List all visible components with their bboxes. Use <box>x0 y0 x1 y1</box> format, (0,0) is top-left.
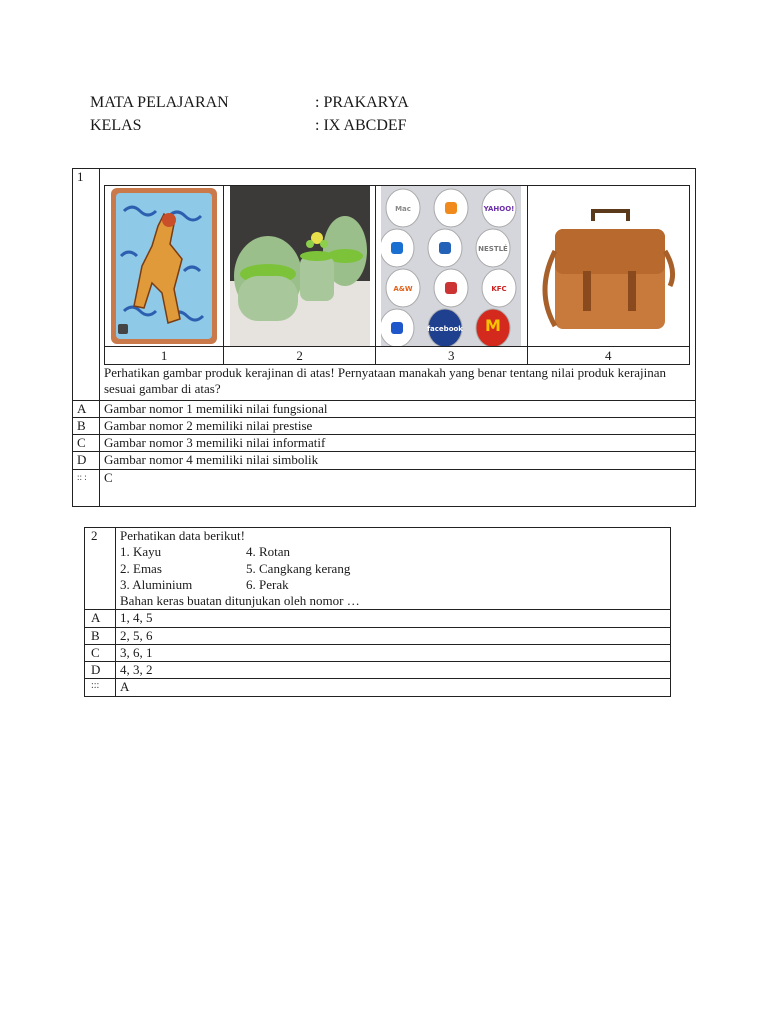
option-label: B <box>85 627 116 644</box>
data-item: 4. Rotan <box>246 544 291 560</box>
answer-row <box>73 469 696 506</box>
class-value: : IX ABCDEF <box>315 117 407 134</box>
question-1-body <box>100 169 696 401</box>
subject-row <box>90 94 409 112</box>
question-1-table <box>72 168 696 507</box>
data-list-row <box>120 561 666 577</box>
logo-button <box>381 309 414 346</box>
option-text: 3, 6, 1 <box>116 644 671 661</box>
image-grid <box>104 185 690 365</box>
image-cell-4 <box>527 186 689 347</box>
option-row <box>85 644 671 661</box>
image-cell-1 <box>105 186 224 347</box>
logo-button <box>476 229 510 267</box>
data-list <box>120 544 666 593</box>
data-item: 3. Aluminium <box>120 576 193 592</box>
logo-button <box>381 229 414 267</box>
image-number-4: 4 <box>527 347 689 365</box>
question-2-text: Bahan keras buatan ditunjukan oleh nomor … <box>120 593 360 608</box>
class-key: KELAS <box>90 117 142 134</box>
option-row <box>73 400 696 417</box>
image-cell-3 <box>375 186 527 347</box>
option-label: A <box>85 610 116 627</box>
svg-text:M: M <box>485 316 502 335</box>
answer-marker: :: : <box>73 469 100 506</box>
data-list-row <box>120 577 666 593</box>
class-row <box>90 117 407 135</box>
logo-button <box>434 189 468 227</box>
image-number-2: 2 <box>224 347 376 365</box>
option-text: Gambar nomor 2 memiliki nilai prestise <box>100 417 696 434</box>
option-text: Gambar nomor 3 memiliki nilai informatif <box>100 435 696 452</box>
option-row <box>85 627 671 644</box>
logo-button <box>386 189 420 227</box>
logo-button <box>482 189 516 227</box>
answer-row <box>85 679 671 696</box>
option-text: 4, 3, 2 <box>116 662 671 679</box>
option-row <box>85 610 671 627</box>
logo-button <box>386 269 420 307</box>
option-row <box>85 662 671 679</box>
option-text: Gambar nomor 1 memiliki nilai fungsional <box>100 400 696 417</box>
answer-marker: ::: <box>85 679 116 696</box>
svg-text:A&W: A&W <box>393 285 413 293</box>
image-number-1: 1 <box>105 347 224 365</box>
svg-text:facebook: facebook <box>427 325 464 333</box>
option-label: C <box>73 435 100 452</box>
logo-button <box>428 229 462 267</box>
option-row <box>73 435 696 452</box>
subject-key: MATA PELAJARAN <box>90 94 229 111</box>
logo-button <box>482 269 516 307</box>
svg-text:Mac: Mac <box>395 205 412 213</box>
brand-logo-buttons-image <box>381 186 521 346</box>
subject-value: : PRAKARYA <box>315 94 409 111</box>
image-cell-2 <box>224 186 376 347</box>
option-row <box>73 417 696 434</box>
data-list-row <box>120 544 666 560</box>
option-label: D <box>85 662 116 679</box>
answer-text: C <box>100 469 696 506</box>
leather-bag-image <box>533 191 683 341</box>
svg-text:YAHOO!: YAHOO! <box>483 205 515 213</box>
data-item: 5. Cangkang kerang <box>246 560 351 576</box>
data-item: 2. Emas <box>120 560 162 576</box>
question-2-body <box>116 528 671 610</box>
svg-text:KFC: KFC <box>491 285 507 293</box>
option-text: Gambar nomor 4 memiliki nilai simbolik <box>100 452 696 469</box>
svg-text:NESTLÉ: NESTLÉ <box>478 245 509 253</box>
data-item: 1. Kayu <box>120 544 162 560</box>
option-text: 1, 4, 5 <box>116 610 671 627</box>
question-number: 1 <box>73 169 100 401</box>
logo-button <box>476 309 510 346</box>
option-label: C <box>85 644 116 661</box>
answer-text: A <box>116 679 671 696</box>
question-2-table <box>84 527 671 697</box>
wayang-painting-image <box>109 186 219 346</box>
data-item: 6. Perak <box>246 576 289 592</box>
option-row <box>73 452 696 469</box>
option-label: B <box>73 417 100 434</box>
logo-button <box>434 269 468 307</box>
woven-chair-image <box>230 186 370 346</box>
image-number-3: 3 <box>375 347 527 365</box>
option-text: 2, 5, 6 <box>116 627 671 644</box>
question-number: 2 <box>85 528 116 610</box>
option-label: A <box>73 400 100 417</box>
question-1-text: Perhatikan gambar produk kerajinan di atas! Pernyataan manakah yang benar tentang nilai produk kerajinan sesuai gambar di atas? <box>104 365 667 397</box>
question-2-intro: Perhatikan data berikut! <box>120 528 245 543</box>
option-label: D <box>73 452 100 469</box>
